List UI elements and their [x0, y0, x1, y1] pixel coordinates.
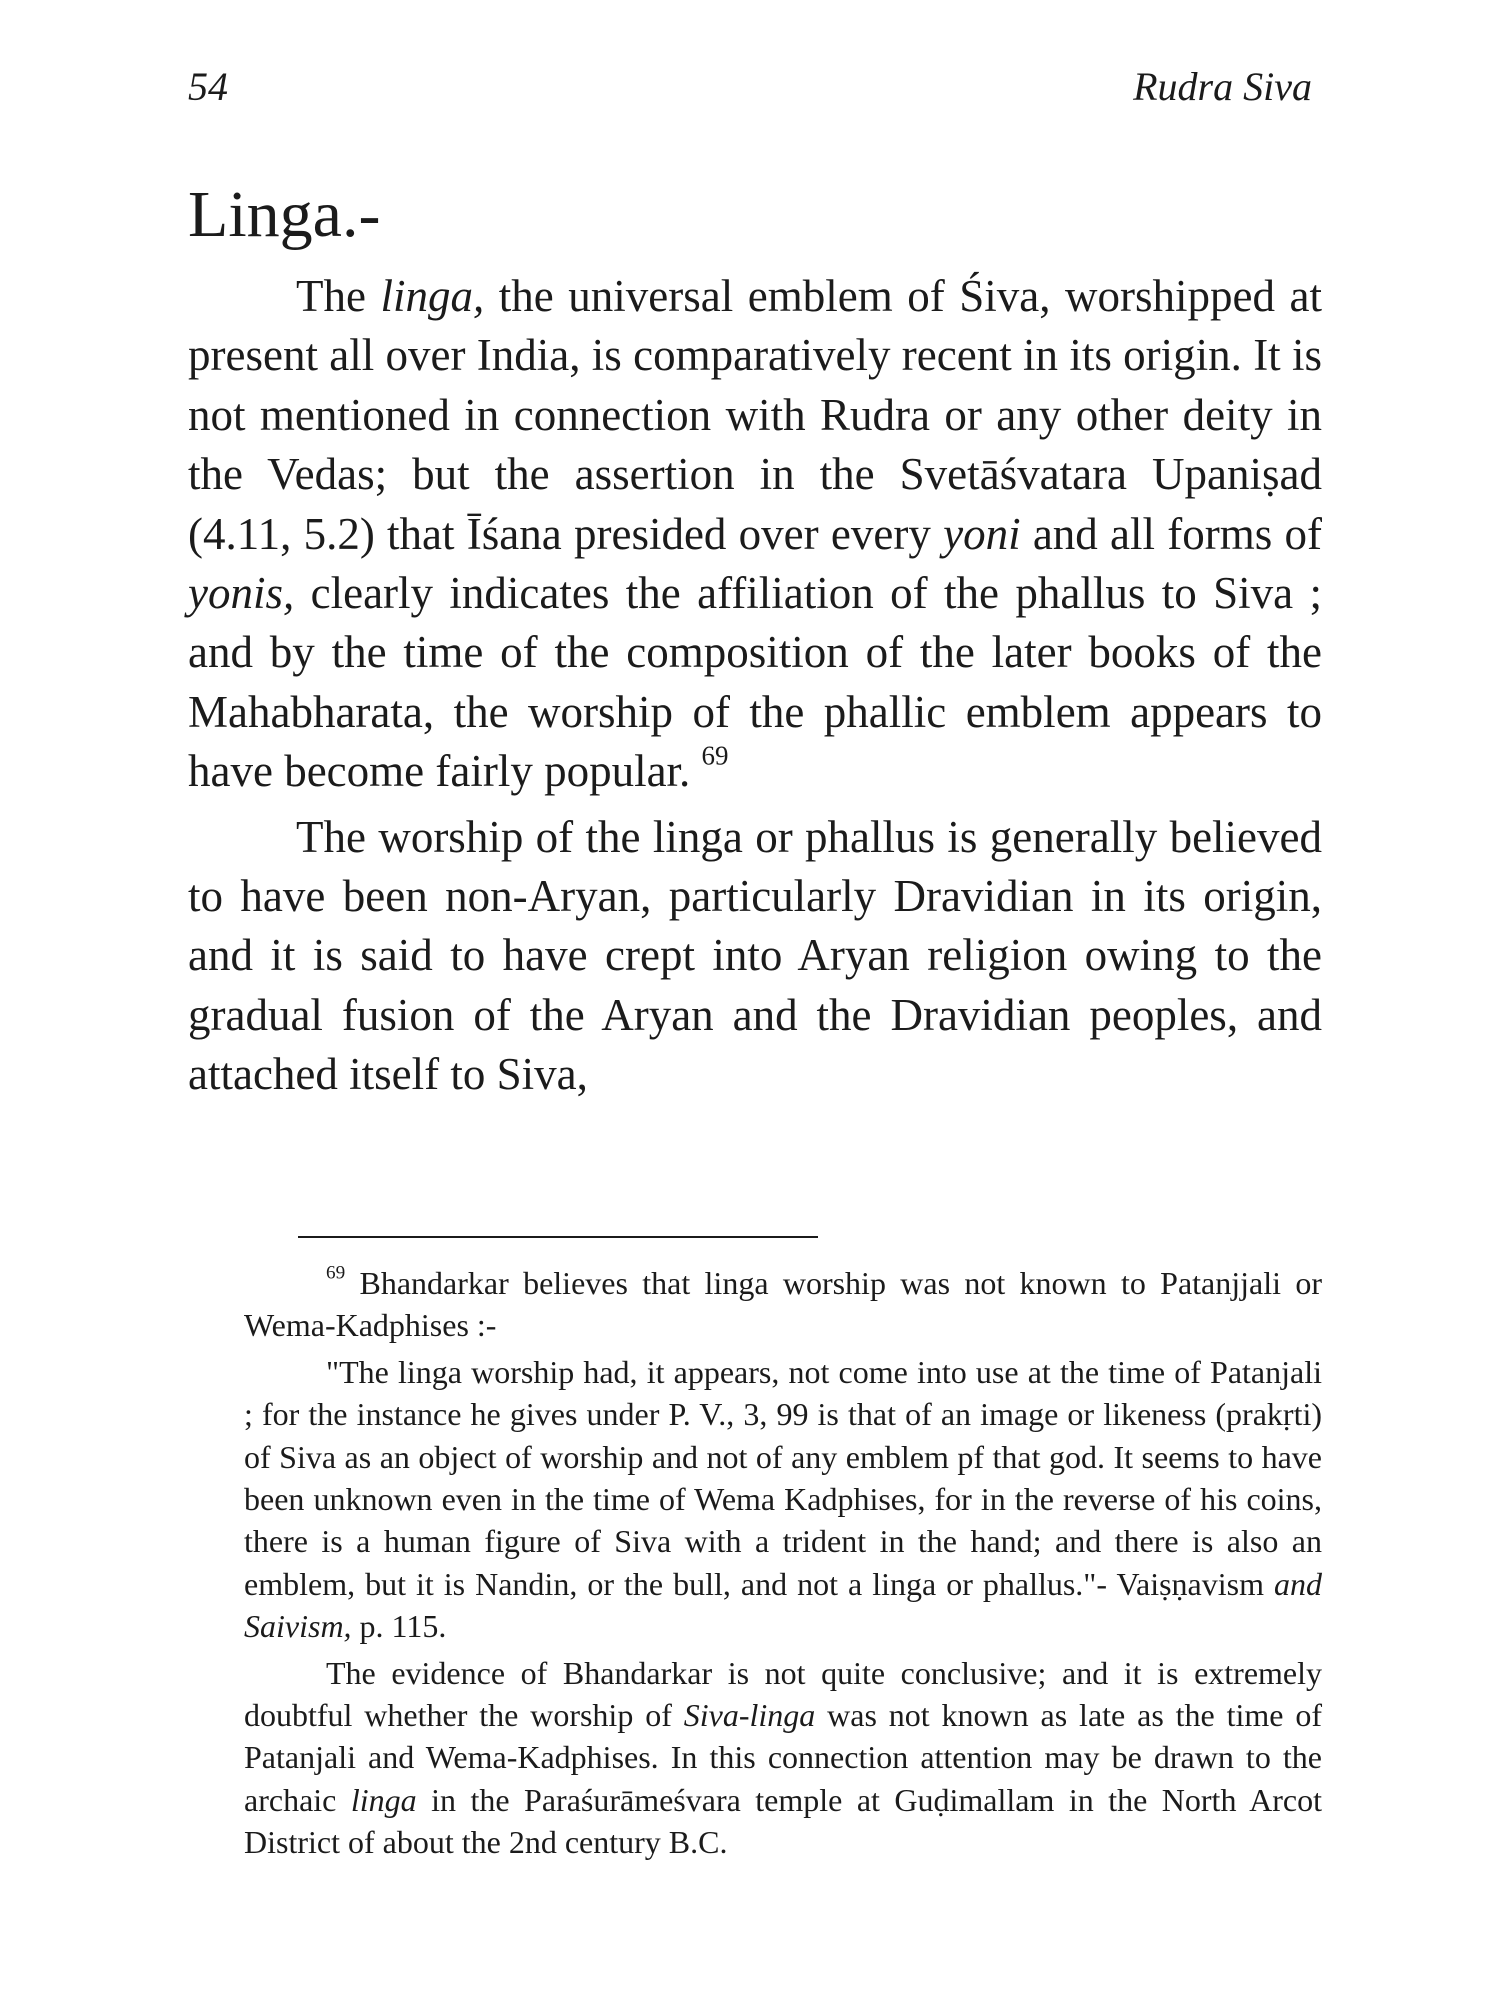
italic-term-linga: linga,: [380, 271, 485, 321]
page-number: 54: [188, 64, 228, 109]
section-title: Linga.-: [188, 178, 381, 251]
footnote-69-commentary: [244, 1652, 1322, 1864]
body-text-span: and all forms of: [1020, 508, 1323, 559]
running-head: [188, 62, 1312, 112]
body-paragraph-2: The worship of the linga or phallus is generally believed to have been non-Aryan, particularly Dravidian in its origin, and it is said to have crept into Aryan religion owing to the gradual fusion of the Aryan and the Dravidian peoples, and attached itself to Siva,: [188, 811, 1322, 1100]
footnote-69-intro: [244, 1262, 1322, 1347]
footnote-divider: [298, 1236, 818, 1238]
italic-term-yonis: yonis,: [188, 568, 295, 619]
body-text: [188, 267, 1322, 1105]
footnote-reference: 69: [701, 740, 729, 771]
footnote-text-span: "The linga worship had, it appears, not come into use at the time of Patanjali ; for the instance he gives under P. V., 3, 99 is that of an image or likeness (prakṛti) of Siva as an object of worship and not of any emblem pf that god. It seems to have been unknown even in the time of Wema Kadphises, for in the reverse of his coins, there is a human figure of Siva with a trident in the hand; and there is also an emblem, but it is Nandin, or the bull, and not a linga or phallus."- Vaiṣṇavism: [244, 1353, 1322, 1602]
footnote-69-quotation: [244, 1351, 1322, 1648]
footnote-page-reference: p. 115.: [351, 1608, 447, 1645]
body-text-span: The: [296, 271, 381, 321]
footnote-text-span: The evidence of Bhandarkar is not quite conclusive; and it is extremely doubtful whether the worship of: [244, 1654, 1322, 1734]
footnote-text-span: Bhandarkar believes that linga worship was not known to Patanjjali or Wema-Kadphises :-: [244, 1265, 1322, 1344]
footnote-marker: 69: [326, 1262, 346, 1284]
footnotes: [244, 1262, 1322, 1864]
footnote-text-span: was not known as late as the time of Patanjali and Wema-Kadphises. In this connection attention may be drawn to the archaic: [244, 1697, 1323, 1818]
running-title: Rudra Siva: [1133, 64, 1312, 109]
footnote-text-span: in the Paraśurāmeśvara temple at Guḍimallam in the North Arcot District of about the 2nd century B.C.: [244, 1781, 1323, 1861]
body-paragraph-1: [188, 267, 1322, 802]
italic-term-linga: linga: [350, 1781, 417, 1818]
body-text-span: the universal emblem of Śiva, worshipped at present all over India, is comparatively recent in its origin. It is not mentioned in connection with Rudra or any other deity in the Vedas; but the assertion in the Svetāśvatara Upaniṣad (4.11, 5.2) that Īśana presided over every: [188, 271, 1323, 559]
italic-term-siva-linga: Siva-linga: [683, 1697, 816, 1734]
body-text-span: clearly indicates the affiliation of the phallus to Siva ; and by the time of the composition of the later books of the Mahabharata, the worship of the phallic emblem appears to have become fairly popular.: [188, 568, 1322, 797]
italic-term-yoni: yoni: [943, 508, 1021, 559]
italic-book-title: and Saivism,: [244, 1565, 1322, 1645]
